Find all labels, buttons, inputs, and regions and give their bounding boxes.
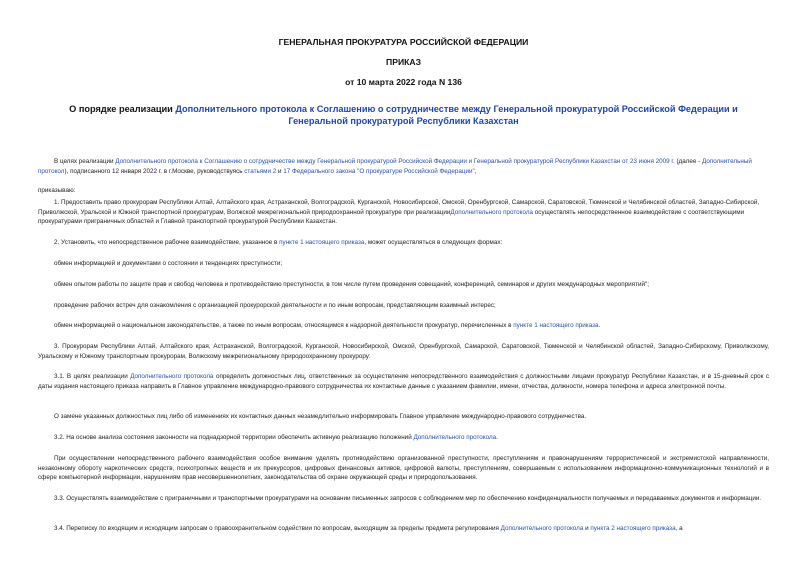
p1-text-2: осуществлять непосредственное взаимодействие с соответствующими прокуратурами приграничных областей и Главной транспортной прокуратурой Республики Казахстан. <box>38 208 745 226</box>
title-protocol-link[interactable]: Дополнительного протокола к Соглашению о сотрудничестве между Генеральной прокуратурой Российской Федерации и Генеральной прокуратурой Республики Казахстан <box>175 104 738 126</box>
paragraph-2b: обмен опытом работы по защите прав и свобод человека и противодействию преступности, в том числе путем проведения совещаний, конференций, семинаров и других международных мероприятий"; <box>54 281 649 288</box>
intro-text-1: В целях реализации <box>54 158 116 165</box>
p31-text-2: определить должностных лиц, ответственных за осуществление непосредственного взаимодействия с должностными лицами прокуратур Республики Казахстан, и в 15-дневный срок с даты издания настоящего приказа направить в Главное управление международно-правового сотрудничества их контактные данные с указанием фамилии, имени, отчества, должности, номера телефона и адреса электронной почты. <box>38 373 769 390</box>
p32-text-1: 3.2. На основе анализа состояния законности на поднадзорной территории обеспечить активную реализацию положений <box>54 434 414 441</box>
p1-protocol-link[interactable]: Дополнительного протокола <box>450 208 534 216</box>
paragraph-3-2b: При осуществлении непосредственного рабочего взаимодействия особое внимание уделять противодействию организованной преступности, преступлениям и правонарушениям террористической и экстремистской направленности, незаконному обороту наркотических средств, психотропных веществ и их прекурсоров, цифровых финансовых активов, цифровой валюты, преступлениям, совершаемым с использованием информационно-коммуникационных технологий и в сфере компьютерной информации, нарушениям прав несовершеннолетних, законодательства об охране окружающей среды и природопользования. <box>38 455 769 482</box>
p2-text-1: 2. Установить, что непосредственное рабочее взаимодействие, указанное в <box>54 239 280 246</box>
article-2-link[interactable]: статьями 2 <box>244 167 277 175</box>
document-title <box>40 103 767 127</box>
paragraph-2d <box>38 321 769 331</box>
title-prefix: О порядке реализации <box>69 104 176 114</box>
p2-clause-link[interactable]: пункте 1 настоящего приказа <box>279 239 365 246</box>
p2d-text-2: . <box>598 322 601 329</box>
order-word: приказываю: <box>38 187 76 194</box>
document-type: ПРИКАЗ <box>386 57 421 67</box>
paragraph-3-1b: О замене указанных должностных лиц либо об изменениях их контактных данных незамедлительно информировать Главное управление международно-правового сотрудничества. <box>54 413 587 420</box>
paragraph-3: 3. Прокурорам Республики Алтай, Алтайского края, Астраханской, Волгоградской, Курганской, Новосибирской, Омской, Оренбургской, Самарской, Саратовской, Тюменской и Челябинской областей, Западно-Сибирскому, Приволжскому, Уральскому и Южному транспортным прокурорам, Волжскому межрегиональному природоохранному прокурору: <box>38 343 769 360</box>
p34-text-3: , а <box>675 525 683 532</box>
paragraph-1 <box>38 198 769 227</box>
p32-text-2: . <box>496 434 498 441</box>
paragraph-2c: проведение рабочих встреч для ознакомления с организацией прокурорской деятельности и по иным вопросам, представляющим взаимный интерес; <box>54 302 496 309</box>
organization-header: ГЕНЕРАЛЬНАЯ ПРОКУРАТУРА РОССИЙСКОЙ ФЕДЕРАЦИИ <box>278 37 529 47</box>
p32-protocol-link[interactable]: Дополнительного протокола <box>413 434 497 441</box>
p31-protocol-link[interactable]: Дополнительного протокола <box>130 373 214 380</box>
p34-protocol-link[interactable]: Дополнительного протокола <box>500 525 584 532</box>
protocol-short-link[interactable]: Дополнительный протокол <box>38 158 752 175</box>
paragraph-3-3: 3.3. Осуществлять взаимодействие с приграничными и транспортными прокуратурами на основании письменных запросов с соблюдением мер по обеспечению конфиденциальности получаемых и передаваемых документов и информации. <box>54 495 762 502</box>
paragraph-3-2 <box>38 433 769 443</box>
p34-clause-link[interactable]: пункта 2 настоящего приказа <box>590 525 676 532</box>
document-date-number: от 10 марта 2022 года N 136 <box>345 77 462 87</box>
protocol-link[interactable]: Дополнительного протокола к Соглашению о сотрудничестве между Генеральной прокуратурой Российской Федерации и Генеральной прокуратурой Республики Казахстан от 23 июня 2009 г. <box>115 158 675 165</box>
p34-text-2: и <box>583 525 591 532</box>
paragraph-2a: обмен информацией и документами о состоянии и тенденциях преступности; <box>54 260 283 267</box>
paragraph-2 <box>38 238 769 248</box>
paragraph-3-1 <box>38 372 769 391</box>
intro-text-5: , <box>474 167 477 175</box>
p1-text-1: 1. Предоставить право прокурорам Республики Алтай, Алтайского края, Астраханской, Волгоградской, Курганской, Новосибирской, Омской, Оренбургской, Самарской, Саратовской, Тюменской и Челябинской областей, Западно-Сибирской, Приволжской, Уральской и Южной транспортной прокуратурам, Волжской межрегиональной природоохранной прокуратуре при реализации <box>38 199 760 216</box>
p2-text-2: , может осуществляться в следующих формах: <box>364 239 503 246</box>
p2d-clause-link[interactable]: пункте 1 настоящего приказа <box>513 322 599 329</box>
federal-law-link[interactable]: 17 Федерального закона "О прокуратуре Российской Федерации" <box>283 167 475 175</box>
intro-text-4: и <box>276 167 284 175</box>
intro-text-2: (далее - <box>674 158 703 165</box>
p34-text-1: 3.4. Переписку по входящим и исходящим запросам о правоохранительном содействии по вопросам, выходящим за пределы предмета регулирования <box>54 525 501 532</box>
intro-text-3: ), подписанного 12 января 2022 г. в г.Москве, руководствуясь <box>64 167 245 175</box>
paragraph-3-4 <box>38 524 769 534</box>
intro-paragraph <box>38 157 769 176</box>
p31-text-1: 3.1. В целях реализации <box>54 373 131 380</box>
p2d-text-1: обмен информацией о национальном законодательстве, а также по иным вопросам, относящимся к надзорной деятельности прокуратур, перечисленных в <box>54 322 514 329</box>
